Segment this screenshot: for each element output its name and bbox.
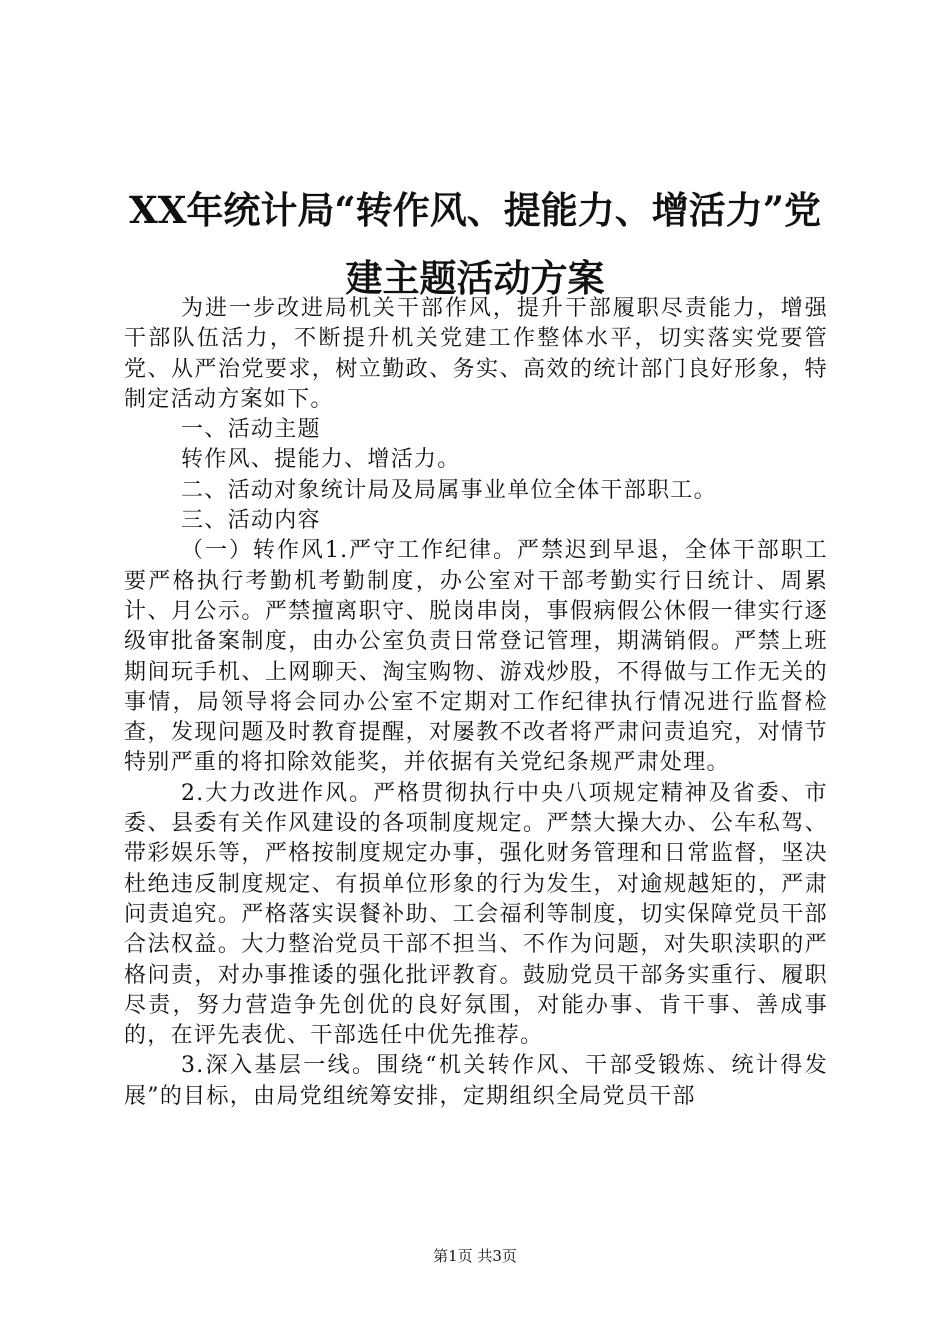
document-body [124,294,828,1112]
paragraph-section-3: 3.深入基层一线。围绕“机关转作风、干部受锻炼、统计得发展”的目标，由局党组统筹安排，定期组织全局党员干部 [124,1053,828,1109]
paragraph-section-2: 2.大力改进作风。严格贯彻执行中央八项规定精神及省委、市委、县委有关作风建设的各项制度规定。严禁大操大办、公车私驾、带彩娱乐等，严格按制度规定办事，强化财务管理和日常监督，坚决杜绝违反制度规定、有损单位形象的行为发生，对逾规越矩的，严肃问责追究。严格落实误餐补助、工会福利等制度，切实保障党员干部合法权益。大力整治党员干部不担当、不作为问题，对失职渎职的严格问责，对办事推诿的强化批评教育。鼓励党员干部务实重行、履职尽责，努力营造争先创优的良好氛围，对能办事、肯干事、善成事的，在评先表优、干部选任中优先推荐。 [124,780,828,1049]
page-footer: 第1页 共3页 [433,1247,517,1265]
document-title: XX年统计局“转作风、提能力、增活力”党建主题活动方案 [129,188,821,300]
heading-activity-target: 二、活动对象统计局及局属事业单位全体干部职工。 [181,477,717,503]
heading-activity-content: 三、活动内容 [181,508,321,534]
paragraph-intro: 为进一步改进局机关干部作风，提升干部履职尽责能力，增强干部队伍活力，不断提升机关党建工作整体水平，切实落实党要管党、从严治党要求，树立勤政、务实、高效的统计部门良好形象，特制定活动方案如下。 [124,296,828,412]
heading-activity-theme: 一、活动主题 [181,417,321,443]
paragraph-theme: 转作风、提能力、增活力。 [181,447,461,473]
paragraph-section-1: （一）转作风1.严守工作纪律。严禁迟到早退，全体干部职工要严格执行考勤机考勤制度，办公室对干部考勤实行日统计、周累计、月公示。严禁擅离职守、脱岗串岗，事假病假公休假一律实行逐级审批备案制度，由办公室负责日常登记管理，期满销假。严禁上班期间玩手机、上网聊天、淘宝购物、游戏炒股，不得做与工作无关的事情，局领导将会同办公室不定期对工作纪律执行情况进行监督检查，发现问题及时教育提醒，对屡教不改者将严肃问责追究，对情节特别严重的将扣除效能奖，并依据有关党纪条规严肃处理。 [124,538,828,776]
